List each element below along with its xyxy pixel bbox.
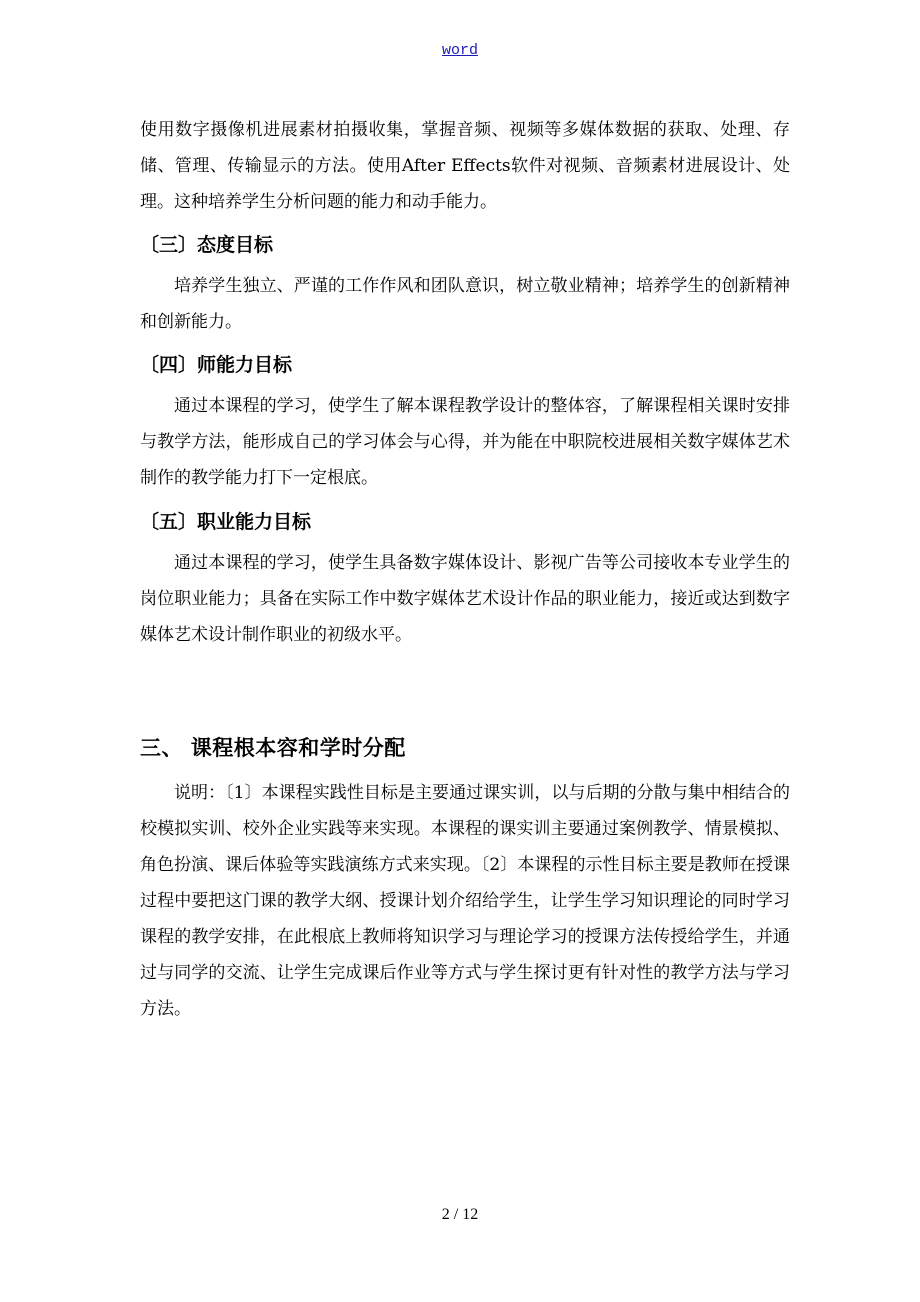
section-four-block [140,388,790,496]
section-three-paragraph: 培养学生独立、严谨的工作作风和团队意识，树立敬业精神；培养学生的创新精神和创新能力。 [140,276,790,332]
main-section-heading: 三、 课程根本容和学时分配 [140,736,406,760]
section-three-block [140,268,790,340]
intro-paragraph: 使用数字摄像机进展素材拍摄收集，掌握音频、视频等多媒体数据的获取、处理、存储、管理、传输显示的方法。使用After Effects软件对视频、音频素材进展设计、处理。这种培养学生分析问题的能力和动手能力。 [140,120,790,212]
page-number: 2 / 12 [441,1206,479,1223]
intro-paragraph-block [140,112,790,220]
section-three-heading: 〔三〕态度目标 [140,234,274,256]
section-four-paragraph: 通过本课程的学习，使学生了解本课程教学设计的整体容，了解课程相关课时安排与教学方法，能形成自己的学习体会与心得，并为能在中职院校进展相关数字媒体艺术制作的教学能力打下一定根底。 [140,396,790,488]
main-section-paragraph: 说明：〔1〕本课程实践性目标是主要通过课实训，以与后期的分散与集中相结合的校模拟实训、校外企业实践等来实现。本课程的课实训主要通过案例教学、情景模拟、角色扮演、课后体验等实践演练方式来实现。〔2〕本课程的示性目标主要是教师在授课过程中要把这门课的教学大纲、授课计划介绍给学生，让学生学习知识理论的同时学习课程的教学安排，在此根底上教师将知识学习与理论学习的授课方法传授给学生，并通过与同学的交流、让学生完成课后作业等方式与学生探讨更有针对性的教学方法与学习方法。 [140,783,790,1019]
section-four-heading: 〔四〕师能力目标 [140,354,293,376]
section-five-paragraph: 通过本课程的学习，使学生具备数字媒体设计、影视广告等公司接收本专业学生的岗位职业能力；具备在实际工作中数字媒体艺术设计作品的职业能力，接近或达到数字媒体艺术设计制作职业的初级水平。 [140,553,790,645]
header-word-link[interactable]: word [441,42,478,59]
main-section-block [140,775,790,1027]
section-five-block [140,545,790,653]
section-five-heading: 〔五〕职业能力目标 [140,511,312,533]
